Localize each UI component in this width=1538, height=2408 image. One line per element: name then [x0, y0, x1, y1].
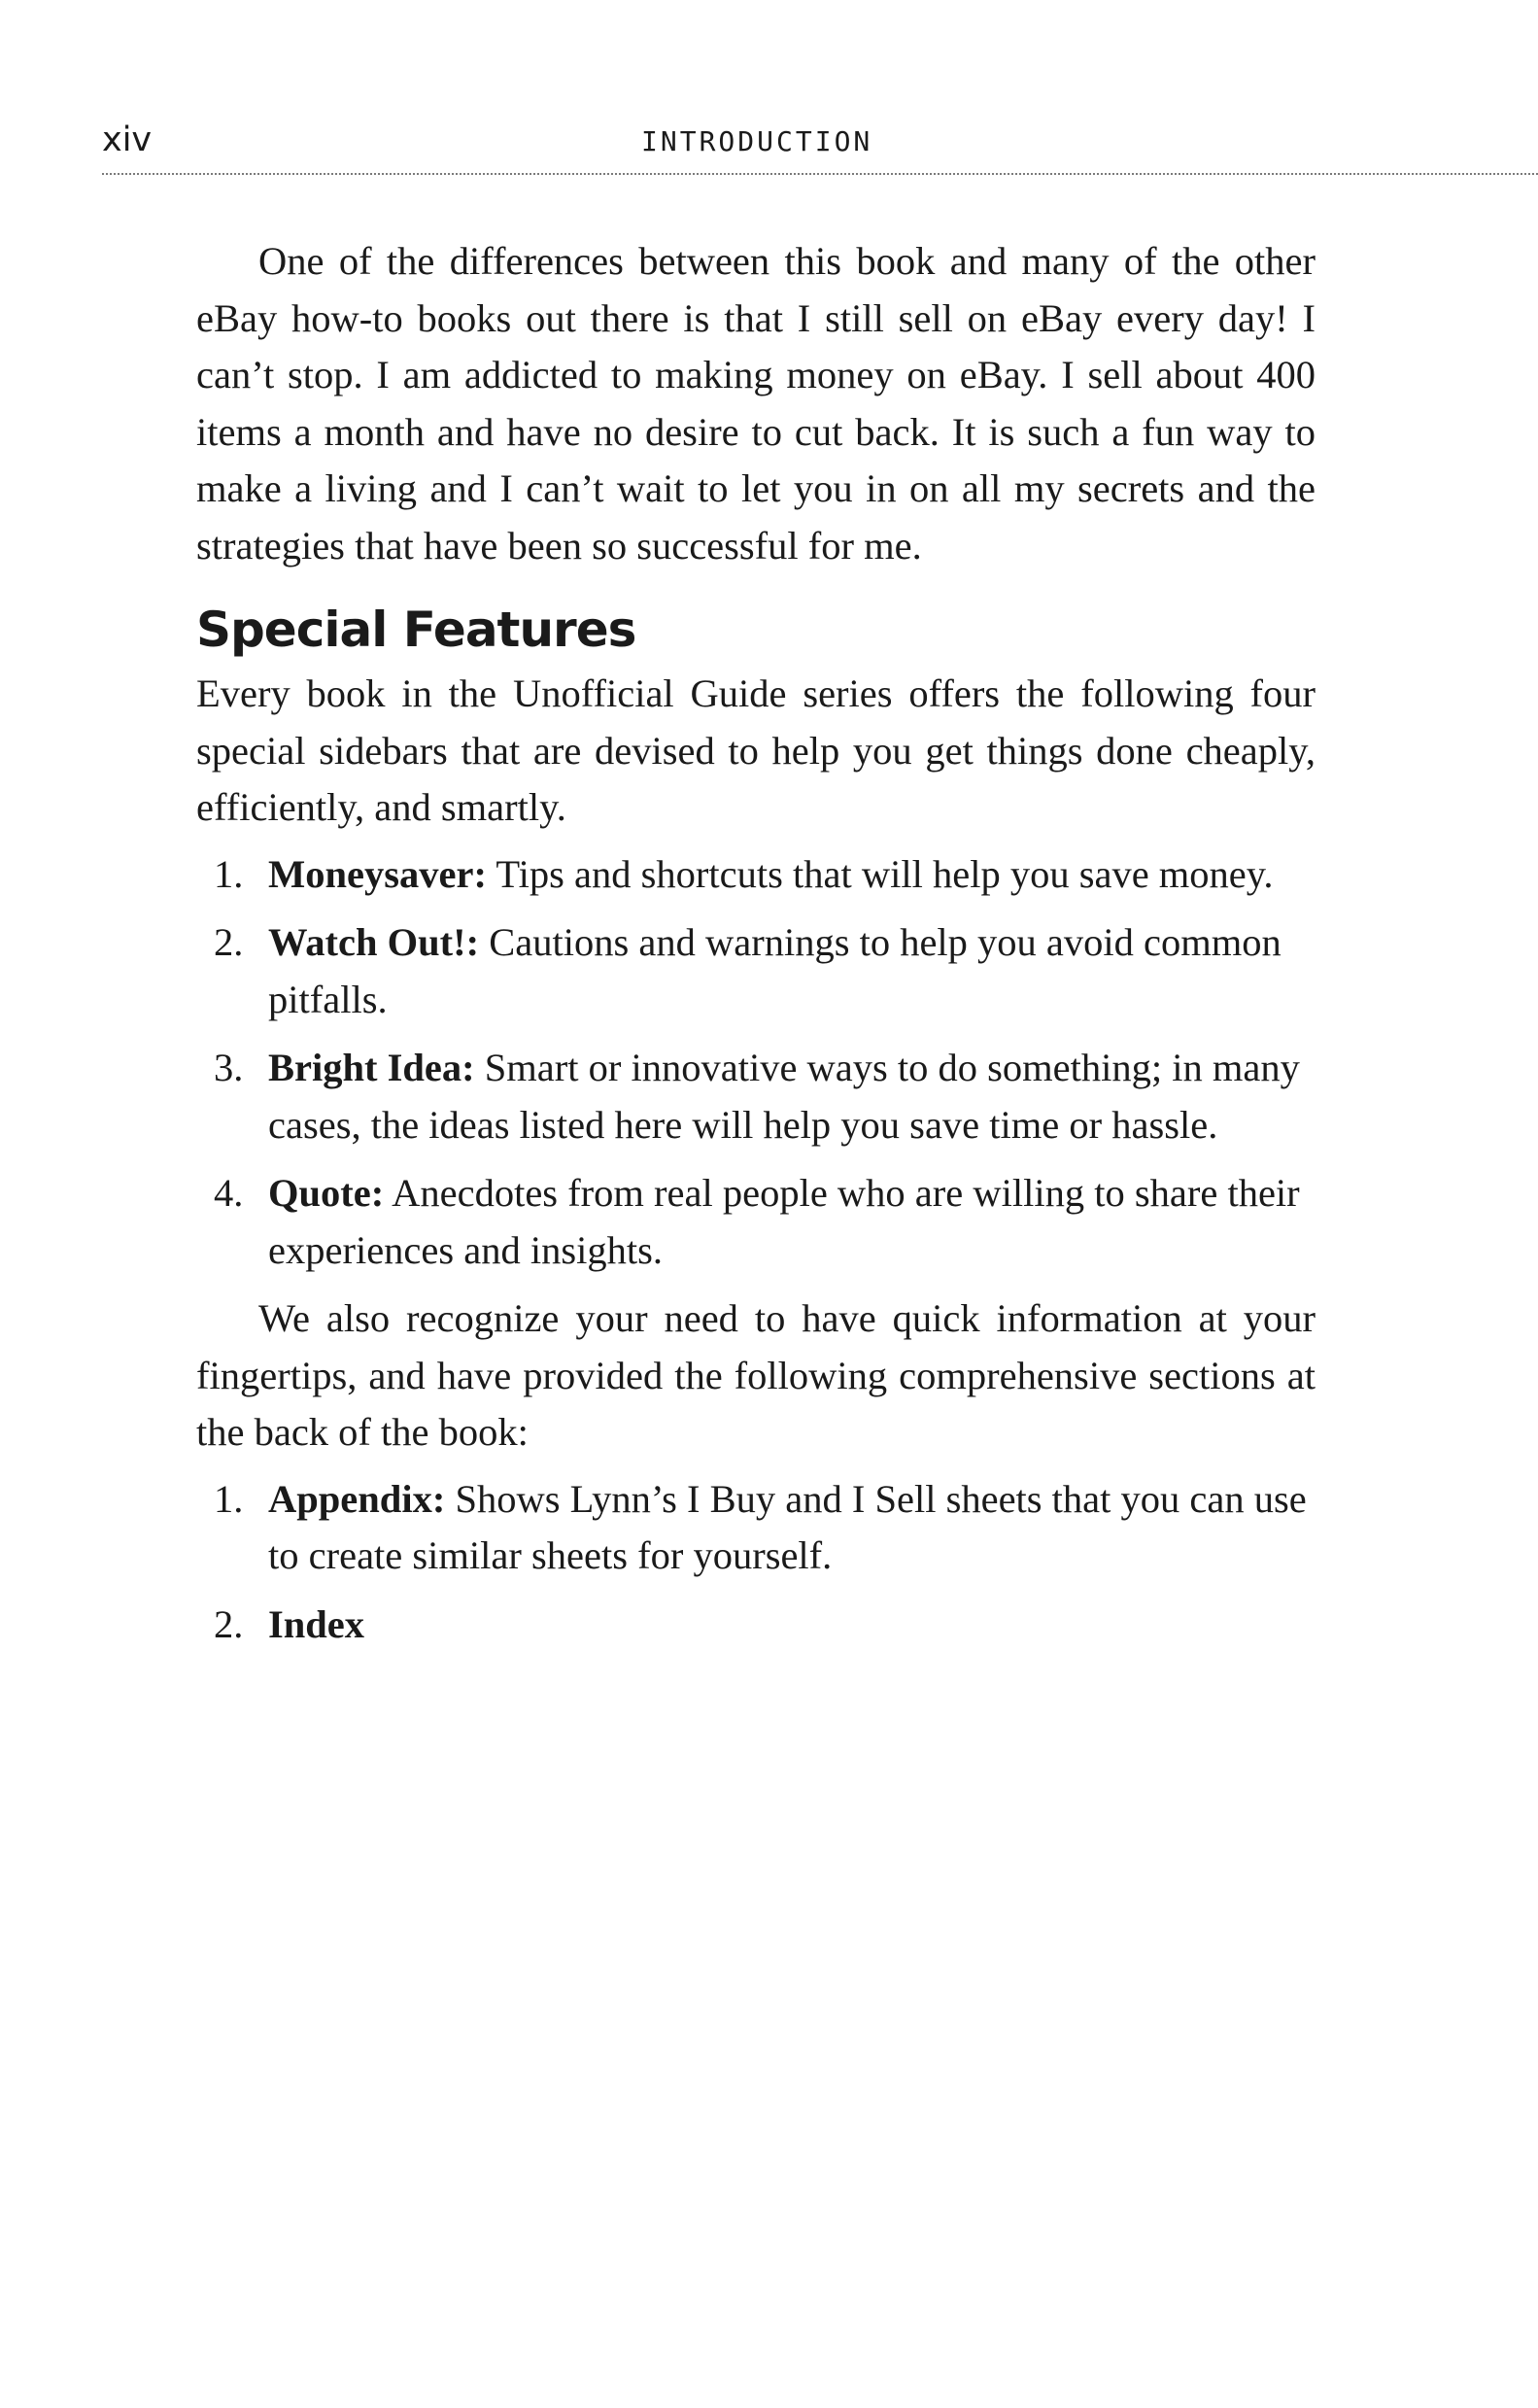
list-item-text: Anecdotes from real people who are willing to share their experiences and insights.	[268, 1171, 1300, 1272]
list-item	[196, 1165, 1316, 1279]
list-item-text: Tips and shortcuts that will help you save money.	[486, 851, 1274, 896]
list-item-term: Bright Idea:	[268, 1046, 475, 1089]
section-heading: Special Features	[196, 602, 636, 658]
list-item-text: Shows Lynn’s I Buy and I Sell sheets that you can use to create similar sheets for yourself.	[268, 1476, 1307, 1577]
list-item	[196, 914, 1316, 1028]
list-item-number: 4.	[214, 1171, 244, 1215]
intro-paragraph: One of the differences between this book and many of the other eBay how-to books out there is that I still sell on eBay every day! I can’t stop. I am addicted to making money on eBay. I sell about 400 items a month and have no desire to cut back. It is such a fun way to make a living and I can’t wait to let you in on all my secrets and the strategies that have been so successful for me.	[196, 239, 1316, 568]
list-item	[196, 1597, 1316, 1654]
list-item-number: 2.	[214, 1601, 244, 1646]
list-item-number: 2.	[214, 920, 244, 964]
list-item-term: Quote:	[268, 1171, 385, 1215]
list-item-number: 3.	[214, 1046, 244, 1089]
list-item-text: Cautions and warnings to help you avoid common pitfalls.	[268, 920, 1282, 1021]
list-item-text: Smart or innovative ways to do something; in many cases, the ideas listed here will help you save time or hassle.	[268, 1046, 1300, 1147]
list-item-term: Index	[268, 1601, 365, 1646]
header-dotted-rule	[102, 173, 1538, 175]
running-title: INTRODUCTION	[641, 125, 873, 157]
page-number: xiv	[102, 120, 153, 159]
list-item	[196, 846, 1316, 904]
page-body	[196, 233, 1316, 1665]
list-item	[196, 1040, 1316, 1153]
list-item-term: Watch Out!:	[268, 920, 480, 964]
special-features-list	[196, 846, 1316, 1280]
list-item-number: 1.	[214, 1476, 244, 1521]
section-lead-paragraph: Every book in the Unofficial Guide series offers the following four special sidebars that are devised to help you get things done cheaply, efficiently, and smartly.	[196, 671, 1316, 829]
list-item	[196, 1471, 1316, 1585]
followup-paragraph: We also recognize your need to have quick information at your fingertips, and have provided the following comprehensive sections at the back of the book:	[196, 1296, 1316, 1454]
running-head	[102, 120, 1538, 179]
list-item-term: Appendix:	[268, 1476, 446, 1521]
back-matter-list	[196, 1471, 1316, 1654]
list-item-number: 1.	[214, 851, 244, 896]
list-item-term: Moneysaver:	[268, 851, 487, 896]
